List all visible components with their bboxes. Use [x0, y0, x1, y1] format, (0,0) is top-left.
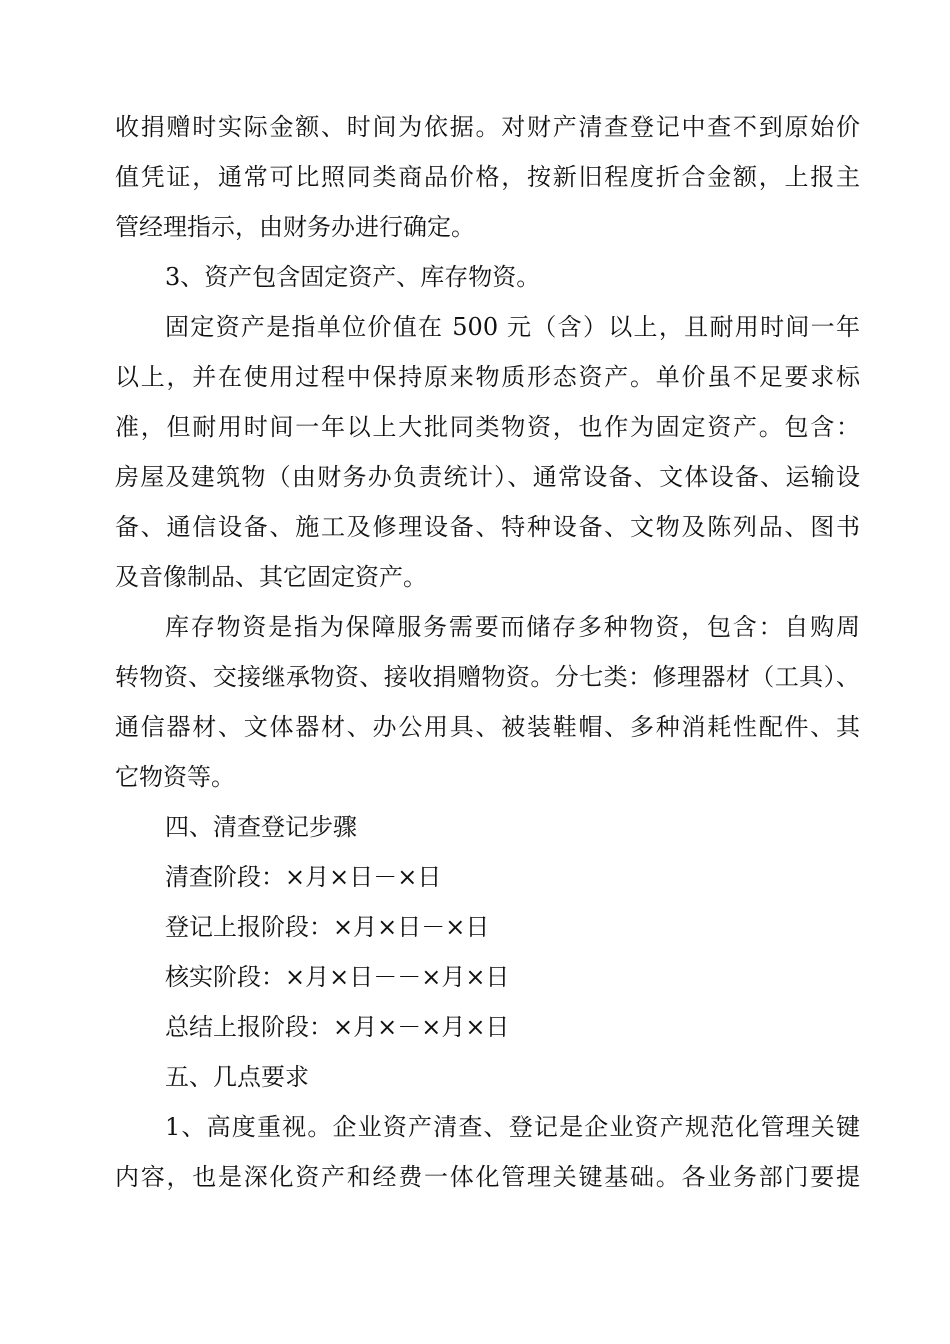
paragraph-line: 固定资产是指单位价值在 500 元（含）以上，且耐用时间一年 — [165, 313, 860, 341]
paragraph-line: 值凭证，通常可比照同类商品价格，按新旧程度折合金额，上报主 — [115, 163, 860, 191]
paragraph-line: 备、通信设备、施工及修理设备、特种设备、文物及陈列品、图书 — [115, 513, 860, 541]
section-heading: 五、几点要求 — [165, 1063, 309, 1091]
schedule-line: 核实阶段：×月×日－－×月×日 — [165, 963, 510, 991]
paragraph-line: 转物资、交接继承物资、接收捐赠物资。分七类：修理器材（工具）、 — [115, 663, 860, 691]
paragraph-line: 它物资等。 — [115, 763, 235, 791]
schedule-line: 总结上报阶段：×月×－×月×日 — [165, 1013, 510, 1041]
section-heading: 四、清查登记步骤 — [165, 813, 357, 841]
paragraph-line: 库存物资是指为保障服务需要而储存多种物资，包含：自购周 — [165, 613, 860, 641]
paragraph-line: 以上，并在使用过程中保持原来物质形态资产。单价虽不足要求标 — [115, 363, 860, 391]
paragraph-line: 通信器材、文体器材、办公用具、被装鞋帽、多种消耗性配件、其 — [115, 713, 860, 741]
paragraph-line: 内容，也是深化资产和经费一体化管理关键基础。各业务部门要提 — [115, 1163, 860, 1191]
paragraph-line: 准，但耐用时间一年以上大批同类物资，也作为固定资产。包含： — [115, 413, 860, 441]
paragraph-line: 房屋及建筑物（由财务办负责统计）、通常设备、文体设备、运输设 — [115, 463, 860, 491]
schedule-line: 登记上报阶段：×月×日－×日 — [165, 913, 490, 941]
paragraph-line: 管经理指示，由财务办进行确定。 — [115, 213, 475, 241]
paragraph-line: 收捐赠时实际金额、时间为依据。对财产清查登记中查不到原始价 — [115, 113, 860, 141]
section-item-heading: 3、资产包含固定资产、库存物资。 — [165, 263, 541, 291]
schedule-line: 清查阶段：×月×日－×日 — [165, 863, 442, 891]
paragraph-line: 及音像制品、其它固定资产。 — [115, 563, 427, 591]
paragraph-line: 1、高度重视。企业资产清查、登记是企业资产规范化管理关键 — [165, 1113, 860, 1141]
